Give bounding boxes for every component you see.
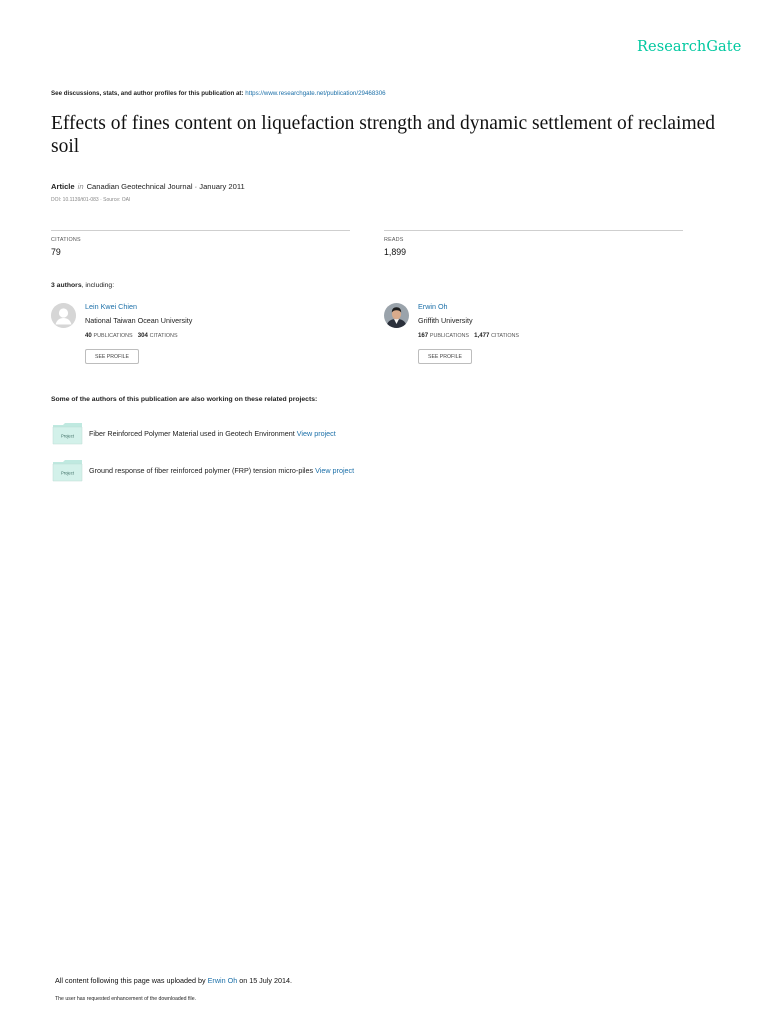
- authors-heading-suffix: , including:: [81, 282, 115, 289]
- project-title: Fiber Reinforced Polymer Material used in Geotech Environment: [89, 429, 295, 438]
- publications-label: PUBLICATIONS: [429, 333, 470, 339]
- citations-count: 304: [137, 332, 148, 339]
- project-icon-label: Project: [60, 470, 75, 476]
- publications-count: 167: [418, 332, 429, 339]
- reads-divider: [384, 230, 683, 231]
- see-profile-button[interactable]: SEE PROFILE: [418, 349, 472, 364]
- citations-label: CITATIONS: [149, 333, 178, 339]
- project-folder-icon: [52, 459, 83, 482]
- authors-heading: [51, 282, 114, 289]
- citations-count: 1,477: [474, 332, 490, 339]
- researchgate-logo[interactable]: ResearchGate: [637, 39, 742, 55]
- publication-url-link[interactable]: https://www.researchgate.net/publication/29468306: [245, 90, 386, 97]
- project-title: Ground response of fiber reinforced polymer (FRP) tension micro-piles: [89, 466, 314, 475]
- upload-notice: [55, 976, 292, 985]
- author-name-link[interactable]: Lein Kwei Chien: [85, 302, 137, 311]
- project-folder-icon: [52, 422, 83, 445]
- view-project-link[interactable]: View project: [315, 466, 355, 475]
- reads-value: 1,899: [384, 247, 407, 257]
- citations-label: CITATIONS: [491, 333, 520, 339]
- uploader-link[interactable]: Erwin Oh: [207, 976, 238, 985]
- author-name-link[interactable]: Erwin Oh: [418, 302, 448, 311]
- doi-source: DOI: 10.1139/t01-083 · Source: OAI: [51, 197, 131, 203]
- publication-title: Effects of fines content on liquefaction strength and dynamic settlement of reclaimed soil: [51, 113, 716, 157]
- citations-value: 79: [51, 247, 61, 257]
- upload-suffix: on 15 July 2014.: [239, 976, 292, 985]
- upload-prefix: All content following this page was uploaded by: [55, 976, 206, 985]
- discussion-prefix: See discussions, stats, and author profiles for this publication at:: [51, 90, 244, 97]
- in-word: in: [77, 182, 84, 191]
- reads-label: READS: [384, 237, 404, 243]
- author-institution: National Taiwan Ocean University: [85, 316, 193, 325]
- publications-count: 40: [85, 332, 92, 339]
- publication-meta: [51, 182, 245, 191]
- journal-date: Canadian Geotechnical Journal · January 2011: [86, 182, 245, 191]
- project-item: [89, 429, 336, 438]
- author-institution: Griffith University: [418, 316, 473, 325]
- authors-count: 3 authors: [51, 282, 82, 289]
- citations-divider: [51, 230, 350, 231]
- see-profile-button[interactable]: SEE PROFILE: [85, 349, 139, 364]
- publications-label: PUBLICATIONS: [93, 333, 133, 339]
- project-icon-label: Project: [60, 433, 75, 439]
- projects-heading: Some of the authors of this publication are also working on these related projects:: [51, 396, 318, 403]
- author-photo[interactable]: [384, 303, 409, 328]
- author-stats: [85, 332, 178, 339]
- enhancement-note: The user has requested enhancement of the downloaded file.: [55, 996, 197, 1002]
- view-project-link[interactable]: View project: [296, 429, 336, 438]
- discussion-line: [51, 90, 386, 97]
- article-type: Article: [51, 182, 75, 191]
- placeholder-avatar-icon[interactable]: [51, 303, 76, 328]
- author-stats: [418, 332, 519, 339]
- citations-label: CITATIONS: [51, 237, 81, 243]
- project-item: [89, 466, 354, 475]
